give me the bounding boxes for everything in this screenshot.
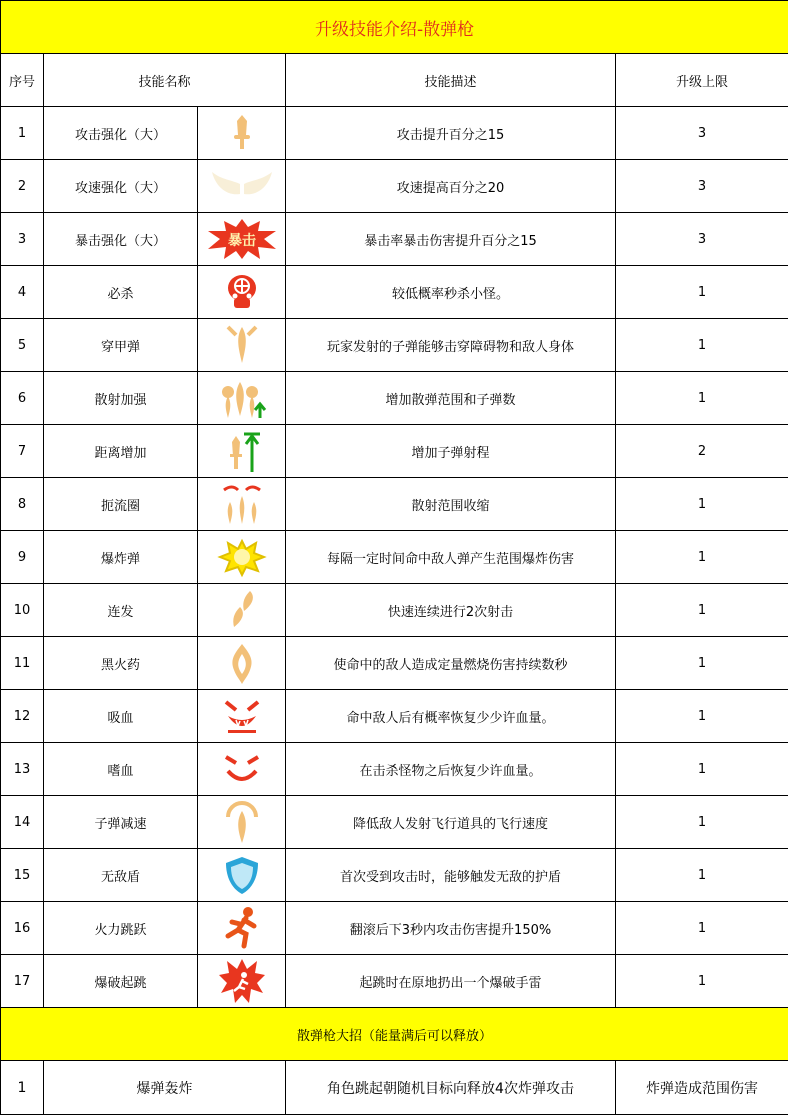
row-icon-cell	[198, 637, 286, 690]
shield-icon	[198, 854, 285, 896]
row-name: 子弹减速	[44, 796, 198, 849]
bloodlust-face-icon	[198, 749, 285, 789]
table-row	[1, 849, 788, 902]
row-icon-cell	[198, 902, 286, 955]
row-index: 8	[1, 478, 44, 531]
row-icon-cell	[198, 478, 286, 531]
ultimate-effect: 炸弹造成范围伤害	[616, 1061, 788, 1115]
row-limit: 3	[616, 160, 788, 213]
ultimate-row	[1, 1061, 788, 1115]
row-icon-cell	[198, 425, 286, 478]
row-index: 14	[1, 796, 44, 849]
row-index: 12	[1, 690, 44, 743]
row-icon-cell	[198, 796, 286, 849]
row-icon-cell	[198, 690, 286, 743]
row-desc: 玩家发射的子弹能够击穿障碍物和敌人身体	[286, 319, 616, 372]
row-desc: 命中敌人后有概率恢复少少许血量。	[286, 690, 616, 743]
row-icon-cell	[198, 266, 286, 319]
table-row	[1, 319, 788, 372]
double-shot-icon	[198, 587, 285, 633]
row-index: 17	[1, 955, 44, 1008]
row-name: 吸血	[44, 690, 198, 743]
table-row	[1, 425, 788, 478]
row-index: 11	[1, 637, 44, 690]
row-name: 无敌盾	[44, 849, 198, 902]
sword-icon	[198, 113, 285, 153]
row-index: 5	[1, 319, 44, 372]
row-limit: 1	[616, 796, 788, 849]
row-desc: 较低概率秒杀小怪。	[286, 266, 616, 319]
header-index: 序号	[1, 54, 44, 107]
explosion-icon	[198, 535, 285, 579]
header-row	[1, 54, 788, 107]
row-name: 暴击强化（大）	[44, 213, 198, 266]
row-name: 距离增加	[44, 425, 198, 478]
row-limit: 1	[616, 266, 788, 319]
ultimate-name: 爆弹轰炸	[44, 1061, 286, 1115]
row-desc: 暴击率暴击伤害提升百分之15	[286, 213, 616, 266]
row-name: 攻击强化（大）	[44, 107, 198, 160]
row-name: 扼流圈	[44, 478, 198, 531]
row-desc: 在击杀怪物之后恢复少许血量。	[286, 743, 616, 796]
row-limit: 1	[616, 902, 788, 955]
row-desc: 增加子弹射程	[286, 425, 616, 478]
row-name: 连发	[44, 584, 198, 637]
piercing-bullet-icon	[198, 323, 285, 367]
row-name: 攻速强化（大）	[44, 160, 198, 213]
row-desc: 散射范围收缩	[286, 478, 616, 531]
row-icon-cell	[198, 849, 286, 902]
row-name: 黑火药	[44, 637, 198, 690]
table-row	[1, 531, 788, 584]
row-desc: 增加散弹范围和子弹数	[286, 372, 616, 425]
row-limit: 1	[616, 478, 788, 531]
row-limit: 3	[616, 107, 788, 160]
row-icon-cell	[198, 319, 286, 372]
blast-jump-icon	[198, 957, 285, 1005]
row-desc: 使命中的敌人造成定量燃烧伤害持续数秒	[286, 637, 616, 690]
row-limit: 1	[616, 372, 788, 425]
table-row	[1, 213, 788, 266]
row-index: 10	[1, 584, 44, 637]
vampire-face-icon	[198, 696, 285, 736]
row-index: 2	[1, 160, 44, 213]
row-icon-cell	[198, 743, 286, 796]
header-desc: 技能描述	[286, 54, 616, 107]
row-index: 6	[1, 372, 44, 425]
row-limit: 1	[616, 690, 788, 743]
row-icon-cell	[198, 531, 286, 584]
ultimate-section-row	[1, 1008, 788, 1061]
range-up-icon	[198, 428, 285, 474]
row-name: 散射加强	[44, 372, 198, 425]
wings-icon	[198, 166, 285, 206]
table-row	[1, 637, 788, 690]
row-limit: 1	[616, 319, 788, 372]
row-desc: 起跳时在原地扔出一个爆破手雷	[286, 955, 616, 1008]
row-icon-cell	[198, 955, 286, 1008]
table-row	[1, 372, 788, 425]
row-desc: 攻速提高百分之20	[286, 160, 616, 213]
spread-up-icon	[198, 376, 285, 420]
table-row	[1, 478, 788, 531]
row-index: 13	[1, 743, 44, 796]
row-index: 15	[1, 849, 44, 902]
row-desc: 降低敌人发射飞行道具的飞行速度	[286, 796, 616, 849]
row-limit: 1	[616, 637, 788, 690]
row-name: 爆破起跳	[44, 955, 198, 1008]
table-row	[1, 743, 788, 796]
row-icon-cell	[198, 372, 286, 425]
row-desc: 首次受到攻击时，能够触发无敌的护盾	[286, 849, 616, 902]
row-desc: 翻滚后下3秒内攻击伤害提升150%	[286, 902, 616, 955]
row-icon-cell	[198, 213, 286, 266]
row-limit: 1	[616, 531, 788, 584]
row-limit: 1	[616, 849, 788, 902]
fire-icon	[198, 640, 285, 686]
row-index: 9	[1, 531, 44, 584]
row-desc: 快速连续进行2次射击	[286, 584, 616, 637]
row-name: 嗜血	[44, 743, 198, 796]
table-row	[1, 902, 788, 955]
header-name: 技能名称	[44, 54, 286, 107]
row-desc: 每隔一定时间命中敌人弹产生范围爆炸伤害	[286, 531, 616, 584]
ultimate-index: 1	[1, 1061, 44, 1115]
table-row	[1, 796, 788, 849]
choke-icon	[198, 482, 285, 526]
row-name: 必杀	[44, 266, 198, 319]
row-desc: 攻击提升百分之15	[286, 107, 616, 160]
row-icon-cell	[198, 107, 286, 160]
row-icon-cell	[198, 584, 286, 637]
table-row	[1, 266, 788, 319]
running-man-icon	[198, 906, 285, 950]
table-row	[1, 690, 788, 743]
ultimate-section-title: 散弹枪大招（能量满后可以释放）	[1, 1008, 788, 1061]
table-row	[1, 160, 788, 213]
row-limit: 2	[616, 425, 788, 478]
row-limit: 3	[616, 213, 788, 266]
crit-burst-icon	[198, 217, 285, 261]
svg-text:暴击: 暴击	[228, 232, 256, 249]
row-limit: 1	[616, 743, 788, 796]
row-icon-cell	[198, 160, 286, 213]
row-index: 1	[1, 107, 44, 160]
skull-icon	[198, 272, 285, 312]
row-limit: 1	[616, 955, 788, 1008]
row-limit: 1	[616, 584, 788, 637]
row-index: 16	[1, 902, 44, 955]
row-index: 3	[1, 213, 44, 266]
row-index: 7	[1, 425, 44, 478]
table-row	[1, 955, 788, 1008]
row-name: 爆炸弹	[44, 531, 198, 584]
row-name: 火力跳跃	[44, 902, 198, 955]
table-row	[1, 584, 788, 637]
title-row	[1, 1, 788, 54]
row-name: 穿甲弹	[44, 319, 198, 372]
ultimate-desc: 角色跳起朝随机目标向释放4次炸弹攻击	[286, 1061, 616, 1115]
page-title: 升级技能介绍-散弹枪	[1, 1, 788, 54]
table-row	[1, 107, 788, 160]
row-index: 4	[1, 266, 44, 319]
slow-bullet-icon	[198, 799, 285, 845]
header-limit: 升级上限	[616, 54, 788, 107]
